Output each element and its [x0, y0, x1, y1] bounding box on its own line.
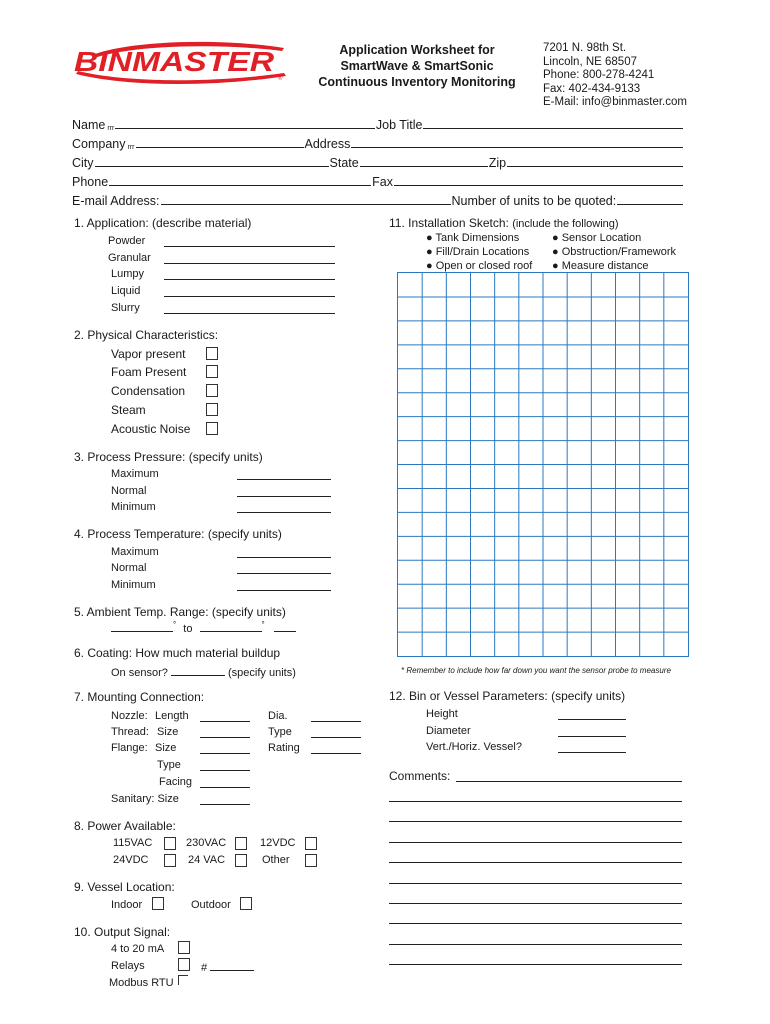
section-9-heading: 9. Vessel Location: [74, 880, 175, 894]
binmaster-logo [72, 40, 290, 84]
bullet-item: ● Measure distance [552, 260, 649, 272]
units-label: Number of units to be quoted: [451, 194, 617, 208]
flange-size-field[interactable] [200, 743, 250, 754]
temp-min-field[interactable] [237, 580, 331, 591]
bullet-text: Obstruction/Framework [561, 246, 677, 258]
bullet-item: ● Fill/Drain Locations [426, 246, 530, 258]
job-title-field[interactable] [423, 116, 683, 129]
phone-line: Phone: 800-278-4241 [543, 69, 655, 82]
nozzle-label: Nozzle: [111, 710, 148, 722]
pressure-normal-label: Normal [111, 485, 147, 497]
to-label: to [183, 622, 193, 635]
bullet-text: Measure distance [561, 260, 649, 272]
output-4-20ma-checkbox[interactable] [178, 941, 190, 954]
section-5-heading: 5. Ambient Temp. Range: (specify units) [74, 605, 286, 619]
power-115vac-checkbox[interactable] [164, 837, 176, 850]
fax-field[interactable] [394, 173, 683, 186]
liquid-field[interactable] [164, 286, 335, 297]
diameter-label: Diameter [426, 725, 471, 737]
section-2-heading: 2. Physical Characteristics: [74, 328, 219, 342]
name-row [72, 114, 684, 132]
relay-count-row [201, 960, 254, 974]
power-12vdc-checkbox[interactable] [305, 837, 317, 850]
indoor-label: Indoor [111, 899, 143, 911]
power-other-checkbox[interactable] [305, 854, 317, 867]
power-115vac-label: 115VAC [113, 837, 153, 849]
slurry-field[interactable] [164, 303, 335, 314]
comment-line[interactable] [389, 954, 682, 965]
svg-text:BINMASTER: BINMASTER [74, 46, 275, 77]
height-label: Height [426, 708, 458, 720]
nozzle-dia-field[interactable] [311, 711, 361, 722]
flange-facing-field[interactable] [200, 777, 250, 788]
vapor-label: Vapor present [111, 347, 186, 361]
sketch-bullets-left [426, 231, 532, 273]
foam-checkbox[interactable] [206, 365, 218, 378]
section-4-heading: 4. Process Temperature: (specify units) [74, 527, 282, 541]
temp-normal-field[interactable] [237, 563, 331, 574]
degree-symbol: ° [173, 620, 177, 629]
height-field[interactable] [558, 709, 626, 720]
indoor-checkbox[interactable] [152, 897, 164, 910]
output-4-20ma-label: 4 to 20 mA [111, 943, 165, 955]
comment-line[interactable] [389, 873, 682, 884]
bullet-item: ● Tank Dimensions [426, 232, 520, 244]
comments-label: Comments: [389, 769, 451, 783]
nozzle-length-label: Length [155, 710, 189, 722]
bullet-item: ● Sensor Location [552, 232, 642, 244]
company-field[interactable] [136, 135, 304, 148]
email-label: E-mail Address: [72, 194, 160, 208]
state-label: State [329, 156, 359, 170]
svg-text:®: ® [278, 76, 283, 82]
power-24vac-label: 24 VAC [188, 854, 226, 866]
temp-min-label: Minimum [111, 579, 156, 591]
flange-type-label: Type [157, 759, 181, 771]
section-1-heading: 1. Application: (describe material) [74, 216, 252, 230]
bullet-text: Fill/Drain Locations [435, 246, 530, 258]
email-row [72, 190, 684, 208]
section-6-heading: 6. Coating: How much material buildup [74, 646, 281, 660]
flange-rating-label: Rating [268, 742, 300, 754]
output-modbus-label: Modbus RTU [109, 977, 174, 989]
title-line: Continuous Inventory Monitoring [318, 75, 516, 89]
units-field[interactable] [617, 192, 683, 205]
comment-line[interactable] [389, 832, 682, 843]
email-line: E-Mail: info@binmaster.com [543, 96, 687, 109]
address-field[interactable] [351, 135, 683, 148]
section-3-heading: 3. Process Pressure: (specify units) [74, 450, 263, 464]
diameter-field[interactable] [558, 726, 626, 737]
on-sensor-label: On sensor? [111, 667, 168, 679]
section-8-heading: 8. Power Available: [74, 819, 176, 833]
flange-label: Flange: [111, 742, 148, 754]
vessel-orientation-label: Vert./Horiz. Vessel? [426, 741, 522, 753]
section-12-heading: 12. Bin or Vessel Parameters: (specify units) [389, 689, 626, 703]
sketch-heading: 11. Installation Sketch: [389, 216, 513, 230]
flange-type-field[interactable] [200, 760, 250, 771]
power-12vdc-label: 12VDC [260, 837, 296, 849]
powder-field[interactable] [164, 236, 335, 247]
field-mark: rrr [127, 144, 135, 151]
city-row [72, 152, 684, 170]
slurry-label: Slurry [111, 302, 140, 314]
ambient-high-field[interactable] [200, 621, 262, 632]
nozzle-length-field[interactable] [200, 711, 250, 722]
thread-label: Thread: [111, 726, 149, 738]
comment-line[interactable] [389, 791, 682, 802]
sketch-note: * Remember to include how far down you want the sensor probe to measure [401, 666, 671, 675]
condensation-checkbox[interactable] [206, 384, 218, 397]
lumpy-label: Lumpy [111, 268, 145, 280]
power-other-label: Other [262, 854, 290, 866]
pressure-max-label: Maximum [111, 468, 159, 480]
pressure-min-label: Minimum [111, 501, 156, 513]
bullet-text: Tank Dimensions [435, 232, 520, 244]
pressure-normal-field[interactable] [237, 486, 331, 497]
pressure-min-field[interactable] [237, 502, 331, 513]
degree-symbol: ° [261, 620, 265, 629]
sketch-grid-lines [398, 273, 690, 658]
steam-checkbox[interactable] [206, 403, 218, 416]
address-label: Address [304, 137, 351, 151]
address-line: 7201 N. 98th St. [543, 42, 627, 54]
coating-units-label: (specify units) [228, 667, 296, 679]
address-line: Lincoln, NE 68507 [543, 55, 637, 68]
flange-size-label: Size [155, 742, 177, 754]
company-row [72, 133, 684, 151]
sketch-subheading: (include the following) [512, 218, 619, 230]
thread-type-label: Type [268, 726, 292, 738]
section-10-heading: 10. Output Signal: [74, 925, 171, 939]
comment-line[interactable] [389, 913, 682, 924]
name-field[interactable] [115, 116, 375, 129]
output-modbus-checkbox[interactable] [178, 975, 188, 985]
lumpy-field[interactable] [164, 269, 335, 280]
title-line: Application Worksheet for [339, 43, 495, 57]
sanitary-size-field[interactable] [200, 794, 250, 805]
coating-field[interactable] [171, 665, 225, 676]
temp-normal-label: Normal [111, 562, 147, 574]
fax-label: Fax [372, 175, 393, 189]
bullet-item: ● Open or closed roof [426, 260, 533, 272]
power-230vac-label: 230VAC [186, 837, 227, 849]
zip-field[interactable] [507, 154, 683, 167]
output-relays-label: Relays [111, 960, 145, 972]
bullet-text: Open or closed roof [435, 260, 533, 272]
ambient-unit-field[interactable] [274, 621, 296, 632]
power-24vac-checkbox[interactable] [235, 854, 247, 867]
pressure-max-field[interactable] [237, 469, 331, 480]
relay-count-field[interactable] [210, 960, 254, 971]
bullet-text: Sensor Location [561, 232, 642, 244]
section-11-heading [389, 216, 619, 230]
nozzle-dia-label: Dia. [268, 710, 288, 722]
thread-type-field[interactable] [311, 727, 361, 738]
company-address [543, 42, 687, 110]
powder-label: Powder [108, 235, 146, 247]
flange-facing-label: Facing [159, 776, 193, 788]
liquid-label: Liquid [111, 285, 141, 297]
ambient-range-row [111, 620, 296, 635]
steam-label: Steam [111, 403, 146, 417]
zip-label: Zip [488, 156, 507, 170]
city-field[interactable] [95, 154, 329, 167]
granular-field[interactable] [164, 253, 335, 264]
phone-field[interactable] [109, 173, 371, 186]
vapor-checkbox[interactable] [206, 347, 218, 360]
sketch-grid[interactable] [397, 272, 689, 657]
section-7-heading: 7. Mounting Connection: [74, 690, 205, 704]
comment-line[interactable] [389, 934, 682, 945]
comments-field[interactable] [456, 771, 682, 782]
comment-line[interactable] [389, 852, 682, 863]
ambient-low-field[interactable] [111, 621, 173, 632]
acoustic-noise-checkbox[interactable] [206, 422, 218, 435]
temp-max-field[interactable] [237, 547, 331, 558]
email-field[interactable] [161, 192, 451, 205]
outdoor-label: Outdoor [191, 899, 231, 911]
output-relays-checkbox[interactable] [178, 958, 190, 971]
coating-row [111, 665, 296, 679]
phone-label: Phone [72, 175, 109, 189]
field-mark: rrr [107, 125, 115, 132]
comment-line[interactable] [389, 811, 682, 822]
power-24vdc-label: 24VDC [113, 854, 149, 866]
granular-label: Granular [108, 252, 151, 264]
company-label: Company [72, 137, 126, 151]
vessel-orientation-field[interactable] [558, 742, 626, 753]
phone-row [72, 171, 684, 189]
temp-max-label: Maximum [111, 546, 159, 558]
thread-size-field[interactable] [200, 727, 250, 738]
acoustic-noise-label: Acoustic Noise [111, 422, 191, 436]
thread-size-label: Size [157, 726, 179, 738]
sanitary-size-label: Sanitary: Size [111, 793, 179, 805]
job-title-label: Job Title [375, 118, 423, 132]
power-24vdc-checkbox[interactable] [164, 854, 176, 867]
title-line: SmartWave & SmartSonic [340, 59, 494, 73]
bullet-item: ● Obstruction/Framework [552, 246, 677, 258]
name-label: Name [72, 118, 106, 132]
worksheet-title [306, 42, 528, 90]
sketch-bullets-right [552, 231, 676, 273]
outdoor-checkbox[interactable] [240, 897, 252, 910]
city-label: City [72, 156, 94, 170]
power-230vac-checkbox[interactable] [235, 837, 247, 850]
state-field[interactable] [360, 154, 488, 167]
foam-label: Foam Present [111, 365, 187, 379]
hash-label: # [201, 962, 208, 974]
comment-line[interactable] [389, 893, 682, 904]
fax-line: Fax: 402-434-9133 [543, 82, 641, 95]
condensation-label: Condensation [111, 384, 186, 398]
flange-rating-field[interactable] [311, 743, 361, 754]
